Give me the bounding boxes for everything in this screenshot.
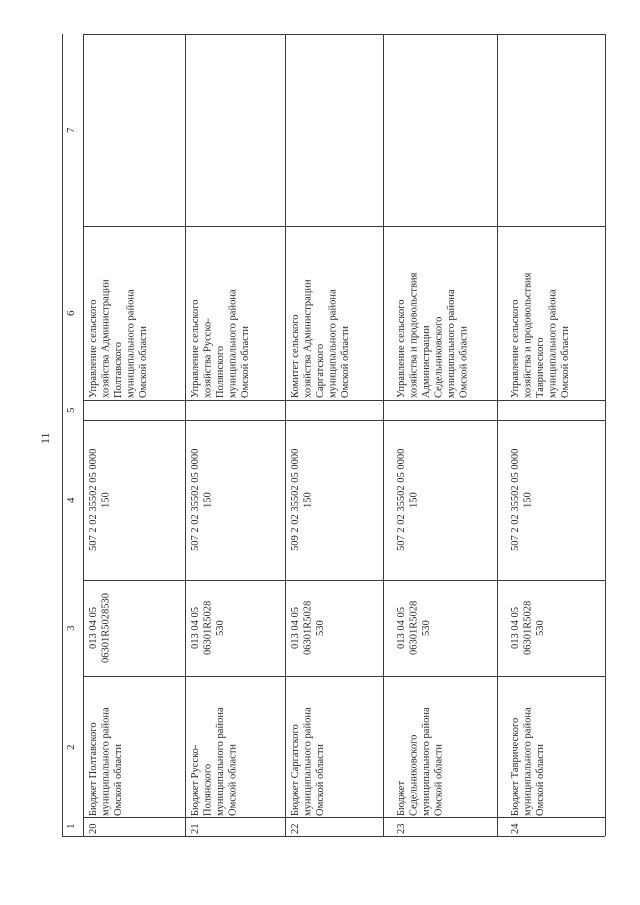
- col7-value: [290, 36, 382, 224]
- budget-name: Бюджет Русско- Полянского муниципального района Омской области: [190, 707, 239, 816]
- revenue-code: 507 2 02 35502 05 0000 150: [190, 448, 214, 552]
- header-col-3: 3: [65, 625, 77, 631]
- budget-classification-codes: 013 04 05 06301R5028 530: [190, 600, 226, 656]
- col5-value: [396, 402, 496, 418]
- budget-name: Бюджет Саргатского муниципального района Омской области: [290, 707, 326, 816]
- administrator: Управление сельского хозяйства и продовольствия Таврического муниципального района Омской области: [510, 272, 571, 398]
- column-divider: [83, 420, 605, 421]
- header-col-6: 6: [65, 310, 77, 316]
- budget-classification-codes: 013 04 05 06301R5028530: [88, 593, 112, 664]
- header-col-1: 1: [65, 823, 77, 829]
- budget-name: Бюджет Таврического муниципального района Омской области: [510, 707, 546, 816]
- header-col-7: 7: [65, 127, 77, 133]
- column-divider: [83, 580, 605, 581]
- revenue-code: 507 2 02 35502 05 0000 150: [510, 448, 534, 552]
- administrator: Комитет сельского хозяйства Администрации Саргатского муниципального района Омской области: [290, 279, 351, 398]
- row-number: 23: [396, 823, 407, 834]
- column-divider: [83, 676, 605, 677]
- administrator: Управление сельского хозяйства Администрации Полтавского муниципального района Омской области: [88, 279, 149, 398]
- budget-name: Бюджет Полтавского муниципального района Омской области: [88, 707, 124, 816]
- budget-classification-codes: 013 04 05 06301R5028 530: [510, 600, 546, 656]
- col7-value: [396, 36, 496, 224]
- row-divider: [83, 34, 84, 836]
- revenue-code: 509 2 02 35502 05 0000 150: [290, 448, 314, 552]
- col5-value: [88, 402, 184, 418]
- administrator: Управление сельского хозяйства Русско- Полянского муниципального района Омской области: [190, 289, 251, 398]
- row-number: 24: [510, 823, 521, 834]
- revenue-code: 507 2 02 35502 05 0000 150: [88, 448, 112, 552]
- header-col-5: 5: [65, 407, 77, 413]
- header-col-4: 4: [65, 497, 77, 503]
- table-border-left: [62, 34, 63, 836]
- row-number: 22: [290, 823, 301, 834]
- table-border-top: [83, 34, 605, 35]
- table-border-right: [605, 34, 606, 836]
- table-border-bottom: [62, 836, 605, 837]
- row-divider: [497, 34, 498, 836]
- col7-value: [510, 36, 604, 224]
- header-col-2: 2: [65, 744, 77, 750]
- column-divider: [83, 226, 605, 227]
- page-number: 11: [38, 432, 52, 444]
- row-divider: [285, 34, 286, 836]
- row-number: 20: [88, 823, 99, 834]
- row-divider: [185, 34, 186, 836]
- administrator: Управление сельского хозяйства и продовольствия Администрации Седельниковского муниципального района Омской области: [396, 272, 470, 398]
- budget-name: Бюджет Седельниковского муниципального района Омской области: [396, 707, 445, 816]
- col7-value: [190, 36, 284, 224]
- col5-value: [290, 402, 382, 418]
- budget-classification-codes: 013 04 05 06301R5028 530: [290, 600, 326, 656]
- revenue-code: 507 2 02 35502 05 0000 150: [396, 448, 420, 552]
- column-divider: [83, 400, 605, 401]
- row-divider: [383, 34, 384, 836]
- budget-classification-codes: 013 04 05 06301R5028 530: [396, 600, 432, 656]
- col5-value: [510, 402, 604, 418]
- col7-value: [88, 36, 184, 224]
- col5-value: [190, 402, 284, 418]
- row-number: 21: [190, 823, 201, 834]
